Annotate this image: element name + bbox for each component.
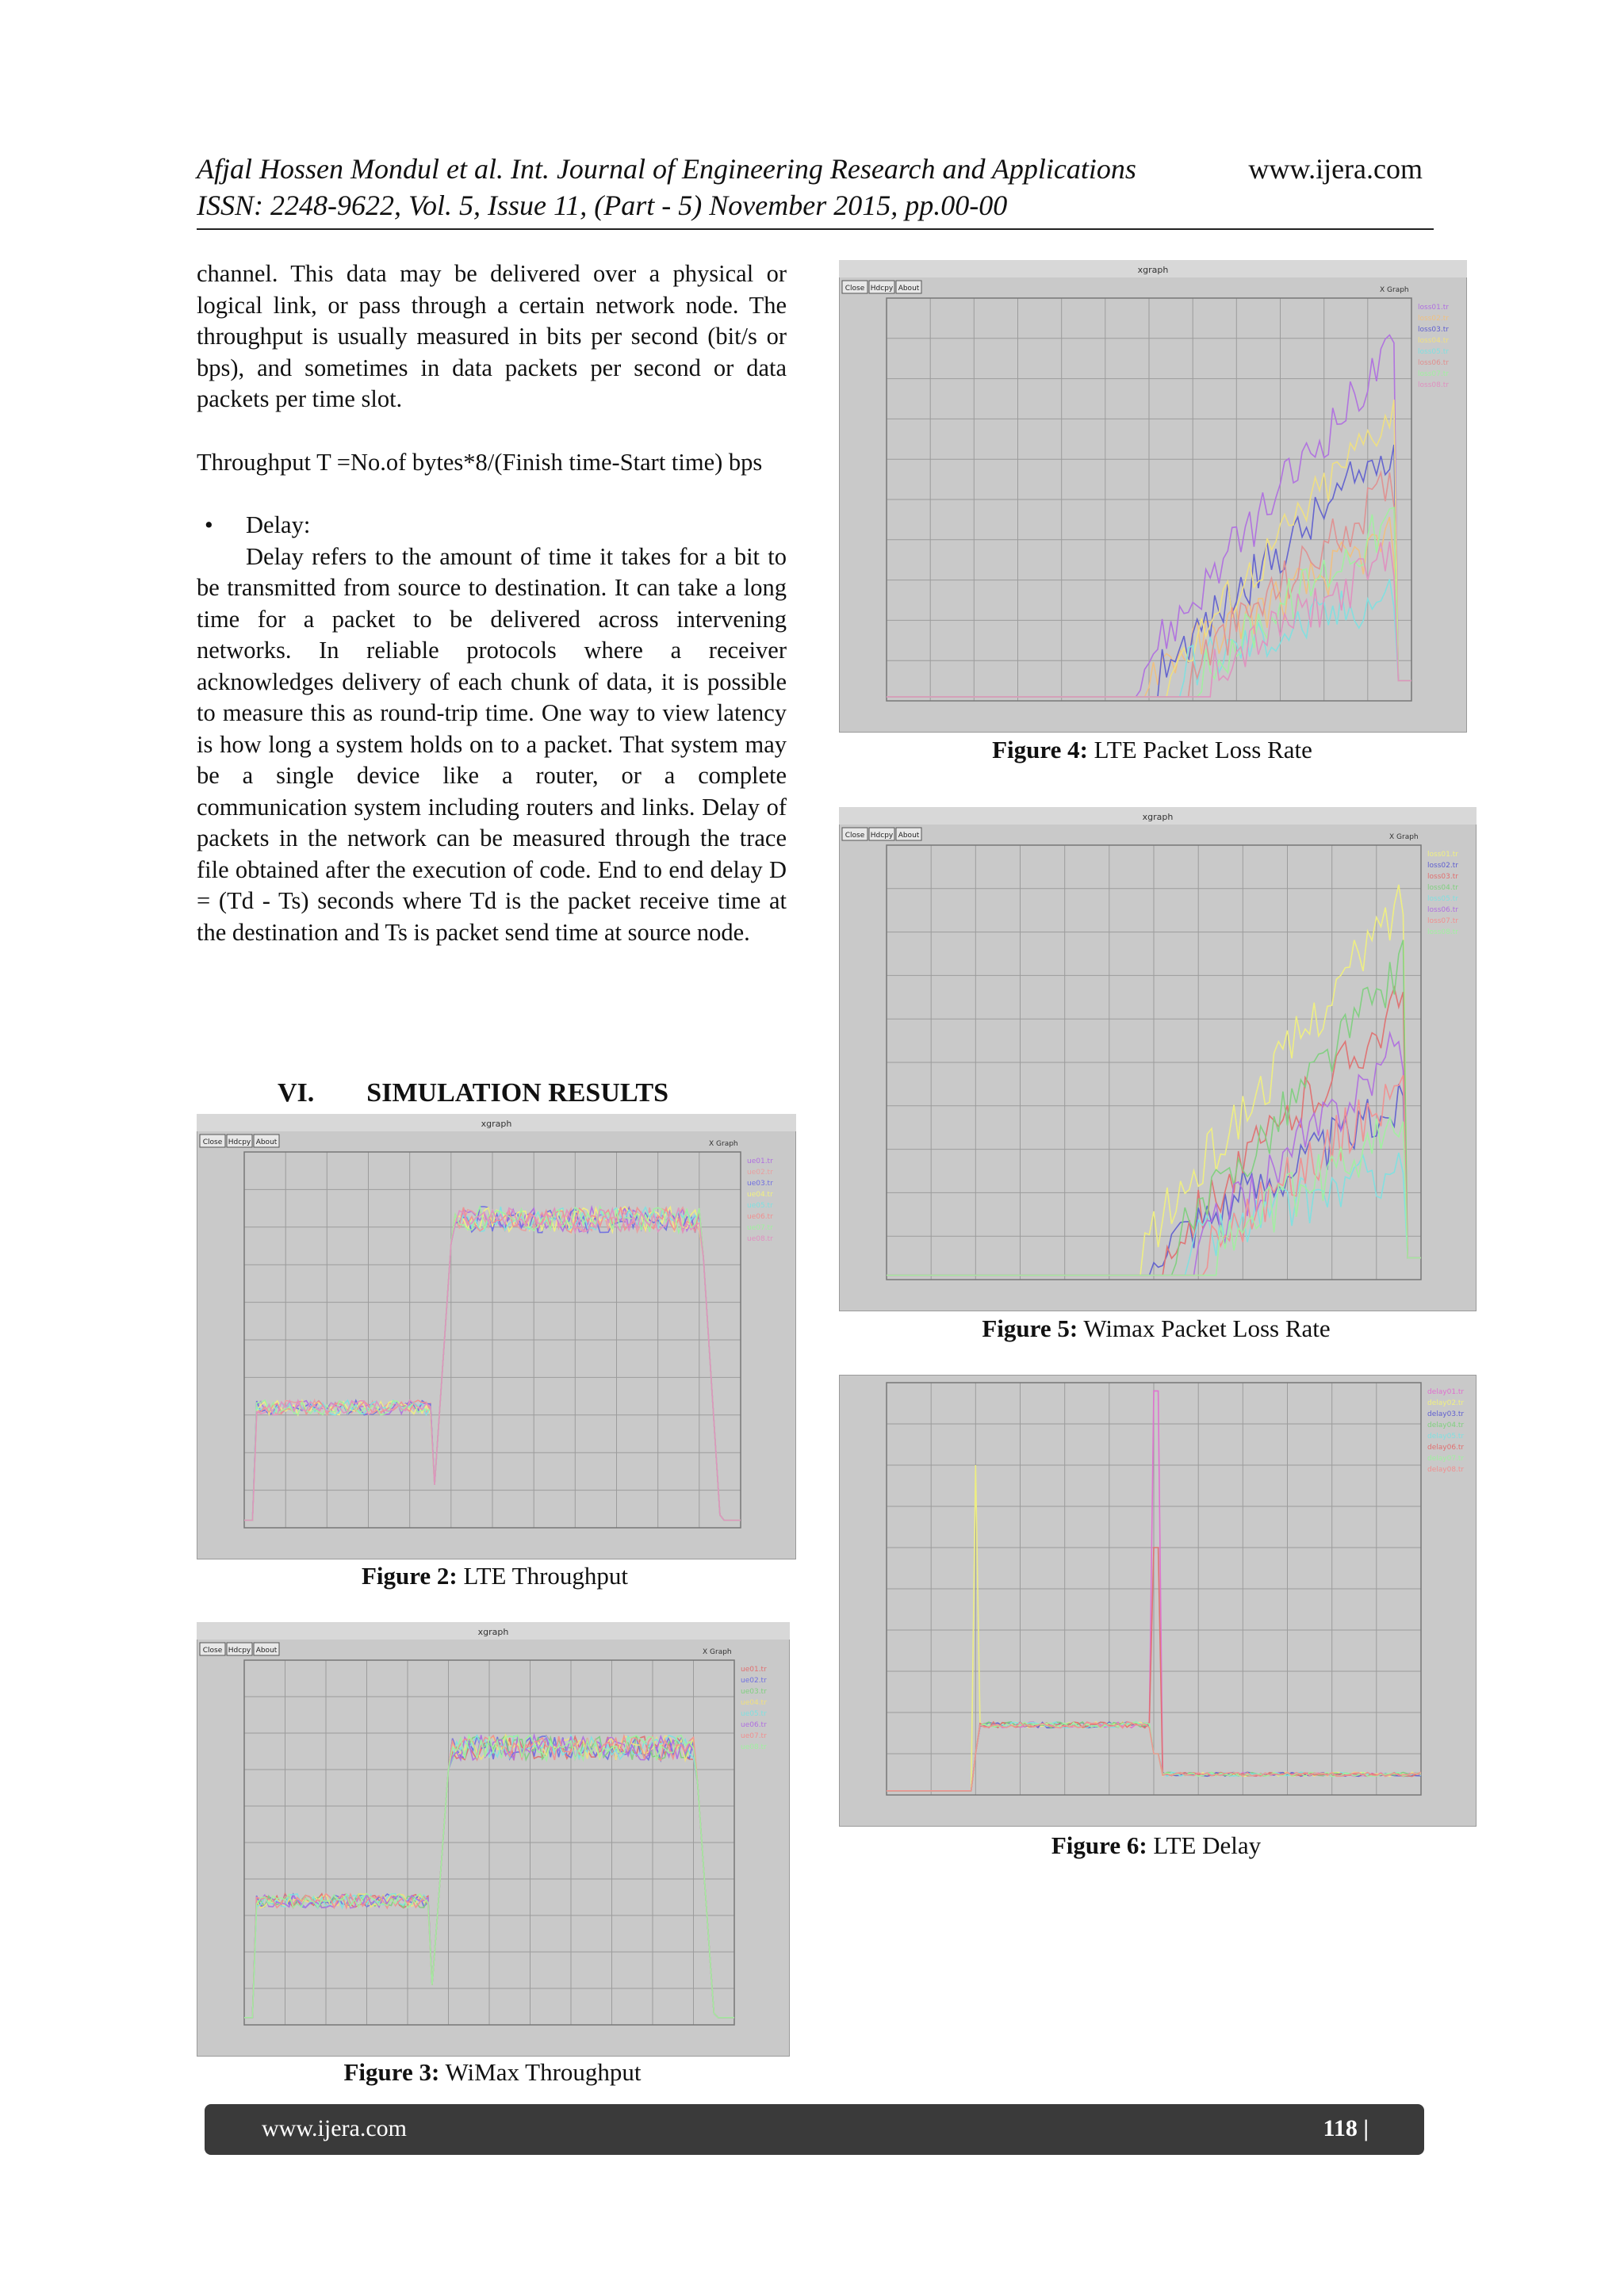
legend-entry: ue03.tr [747,1180,773,1188]
xgraph-chart [839,260,1467,733]
legend-entry: loss07.tr [1427,917,1458,925]
window-title: xgraph [1142,812,1174,822]
legend-entry: ue06.tr [747,1213,773,1221]
legend-entry: loss07.tr [1418,370,1449,378]
legend-entry: ue07.tr [747,1224,773,1232]
page-number: 118 | [1323,2115,1369,2141]
chart-background [839,1375,1477,1827]
legend-entry: ue05.tr [741,1710,767,1718]
caption-title: LTE Delay [1153,1831,1262,1859]
section-heading [278,1078,721,1108]
legend-entry: ue08.tr [741,1743,767,1751]
xgraph-button-label: Hdcpy [870,832,894,840]
chart-background [197,1114,796,1559]
legend-entry: loss02.tr [1418,315,1449,323]
figure-wimax-packet-loss [839,807,1477,1311]
paragraph-throughput: channel. This data may be delivered over a physical or logical link, or pass through a certain network node. The throughput is usually measured in bits per second (bit/s or bps), and sometimes in data packets per second or data packets per time slot. [197,260,787,412]
legend-entry: ue04.tr [747,1191,773,1199]
window-title: xgraph [481,1119,512,1129]
legend-entry: ue07.tr [741,1732,767,1740]
legend-entry: loss06.tr [1427,906,1458,914]
left-column [197,258,787,948]
paragraph-delay: Delay refers to the amount of time it takes for a bit to be transmitted from source to destination. It can take a long time for a packet to be delivered across intervening networks. In reliable protocols where a receiver acknowledges delivery of each chunk of data, it is possible to measure this as round-trip time. One way to view latency is how long a system holds on to a packet. That system may be a single device like a router, or a complete communication system including routers and links. Delay of packets in the network can be measured through the trace file obtained after the execution of code. End to end delay D = (Td - Ts) seconds where Td is the packet receive time at the destination and Ts is packet send time at source node. [197,542,787,946]
issn-line: ISSN: 2248-9622, Vol. 5, Issue 11, (Part - 5) November 2015, pp.00-00 [197,189,1008,221]
legend-entry: ue04.tr [741,1699,767,1707]
legend-entry: loss04.tr [1418,337,1449,345]
graph-label: X Graph [1380,286,1409,294]
figure-lte-delay [839,1375,1477,1827]
xgraph-chart [839,1375,1477,1827]
caption-figure-5 [839,1314,1473,1343]
section-number: VI. [278,1078,315,1108]
header-site-link[interactable]: www.ijera.com [1248,153,1423,185]
legend-entry: delay05.tr [1427,1433,1465,1441]
caption-label: Figure 4: [992,736,1088,763]
figure-lte-throughput [197,1114,796,1559]
legend-entry: loss05.tr [1418,348,1449,356]
caption-title: Wimax Packet Loss Rate [1083,1314,1331,1342]
legend-entry: delay07.tr [1427,1455,1465,1463]
legend-entry: delay03.tr [1427,1410,1465,1418]
legend-entry: loss01.tr [1427,851,1458,859]
caption-title: LTE Packet Loss Rate [1094,736,1312,763]
legend-entry: loss02.tr [1427,862,1458,870]
legend-entry: loss04.tr [1427,884,1458,892]
legend-entry: loss05.tr [1427,895,1458,903]
journal-line: Afjal Hossen Mondul et al. Int. Journal of Engineering Research and Applications [197,153,1136,185]
xgraph-button-label: About [255,1647,278,1655]
caption-title: LTE Throughput [463,1562,629,1590]
legend-entry: ue03.tr [741,1688,767,1696]
legend-entry: loss06.tr [1418,359,1449,367]
graph-label: X Graph [709,1140,738,1148]
legend-entry: loss01.tr [1418,304,1449,312]
caption-label: Figure 3: [343,2058,440,2086]
legend-entry: loss03.tr [1418,326,1449,334]
caption-figure-6 [839,1831,1473,1860]
xgraph-chart [197,1622,790,2057]
footer-site-link[interactable]: www.ijera.com [262,2115,407,2141]
xgraph-button-label: Close [202,1647,223,1655]
legend-entry: loss08.tr [1427,928,1458,936]
section-title: SIMULATION RESULTS [366,1078,669,1108]
caption-label: Figure 2: [361,1562,458,1590]
chart-background [197,1622,790,2057]
legend-entry: delay02.tr [1427,1399,1465,1407]
xgraph-chart [839,807,1477,1311]
xgraph-button-label: About [898,285,920,293]
xgraph-button-label: Close [845,285,865,293]
legend-entry: ue02.tr [741,1677,767,1685]
legend-entry: delay06.tr [1427,1444,1465,1452]
legend-entry: ue01.tr [747,1158,773,1165]
chart-background [839,260,1467,733]
figure-wimax-throughput [197,1622,790,2057]
caption-figure-3 [197,2058,788,2087]
legend-entry: delay08.tr [1427,1466,1465,1474]
figure-lte-packet-loss [839,260,1467,733]
caption-figure-2 [197,1562,793,1590]
window-title: xgraph [477,1627,509,1637]
window-title: xgraph [1137,265,1169,275]
xgraph-button-label: Hdcpy [228,1647,251,1655]
legend-entry: ue06.tr [741,1721,767,1729]
legend-entry: loss08.tr [1418,381,1449,389]
xgraph-button-label: Hdcpy [228,1138,251,1146]
caption-label: Figure 6: [1051,1831,1147,1859]
caption-figure-4 [839,736,1465,764]
legend-entry: ue05.tr [747,1202,773,1210]
xgraph-button-label: About [255,1138,278,1146]
legend-entry: ue01.tr [741,1666,767,1674]
graph-label: X Graph [1389,833,1419,841]
page-footer [205,2104,1424,2155]
xgraph-chart [197,1114,796,1559]
bullet-delay: • Delay: [197,510,787,541]
xgraph-button-label: About [898,832,920,840]
legend-entry: delay01.tr [1427,1388,1465,1396]
xgraph-button-label: Close [845,832,865,840]
xgraph-button-label: Hdcpy [870,285,894,293]
running-header [197,152,1434,230]
graph-label: X Graph [703,1648,732,1656]
throughput-formula: Throughput T =No.of bytes*8/(Finish time-Start time) bps [197,448,763,476]
legend-entry: ue08.tr [747,1235,773,1243]
xgraph-button-label: Close [202,1138,223,1146]
caption-label: Figure 5: [982,1314,1078,1342]
legend-entry: ue02.tr [747,1169,773,1177]
caption-title: WiMax Throughput [445,2058,642,2086]
legend-entry: loss03.tr [1427,873,1458,881]
chart-background [839,807,1477,1311]
legend-entry: delay04.tr [1427,1422,1465,1429]
